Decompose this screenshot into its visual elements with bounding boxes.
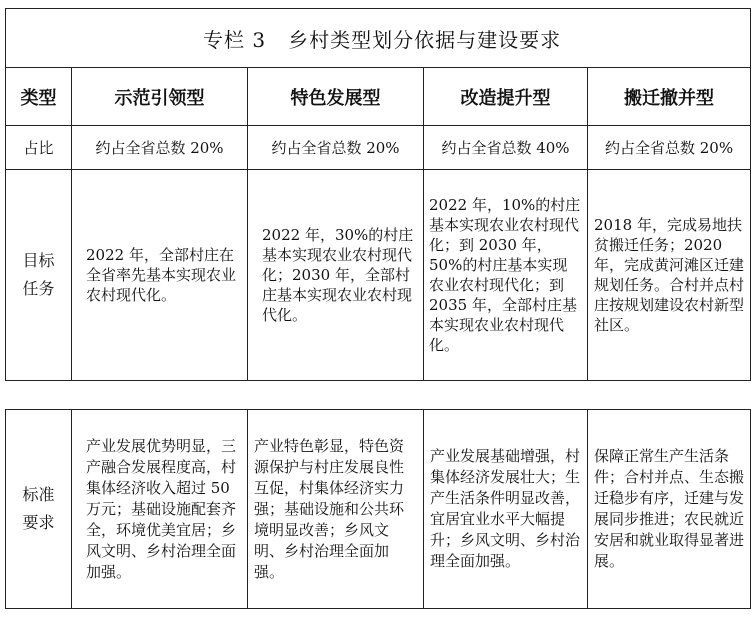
ratio-row: [6, 126, 751, 170]
target-label: [6, 170, 72, 381]
title-text: 乡村类型划分依据与建设要求: [288, 27, 562, 52]
table-lower: [5, 409, 751, 609]
header-type: 类型: [6, 68, 72, 126]
header-col-4: 搬迁撤并型: [588, 68, 751, 126]
target-label-line-1: 目标: [22, 251, 55, 270]
header-row: [6, 68, 751, 126]
standard-cell-3: 产业发展基础增强，村集体经济发展壮大；生产生活条件明显改善，宜居宜业水平大幅提升；乡风文明、乡村治理全面加强。: [424, 410, 588, 609]
standard-cell-4: 保障正常生产生活条件；合村并点、生态搬迁稳步有序，迁建与发展同步推进；农民就近安居和就业取得显著进展。: [588, 410, 751, 609]
target-cell-2: 2022 年，30%的村庄基本实现农业农村现代化；2030 年，全部村庄基本实现农业农村现代化。: [248, 170, 424, 381]
target-label-line-2: 任务: [22, 279, 55, 298]
target-cell-4: 2018 年，完成易地扶贫搬迁任务；2020 年，完成黄河滩区迁建规划任务。合村并点村庄按规划建设农村新型社区。: [588, 170, 751, 381]
table-upper: [5, 8, 751, 381]
target-cell-3: 2022 年，10%的村庄基本实现农业农村现代化；到 2030 年，50%的村庄基本实现农业农村现代化；到 2035 年，全部村庄基本实现农业农村现代化。: [424, 170, 588, 381]
standard-cell-1: 产业发展优势明显，三产融合发展程度高，村集体经济收入超过 50 万元；基础设施配套齐全，环境优美宜居；乡风文明、乡村治理全面加强。: [72, 410, 248, 609]
column-label: 专栏 3: [202, 27, 267, 52]
header-col-1: 示范引领型: [72, 68, 248, 126]
ratio-label: 占比: [6, 126, 72, 170]
ratio-cell-2: 约占全省总数 20%: [248, 126, 424, 170]
header-col-3: 改造提升型: [424, 68, 588, 126]
ratio-cell-3: 约占全省总数 40%: [424, 126, 588, 170]
table-title: [6, 9, 751, 68]
standard-label-line-2: 要求: [22, 513, 55, 532]
target-row: [6, 170, 751, 381]
ratio-cell-4: 约占全省总数 20%: [588, 126, 751, 170]
header-col-2: 特色发展型: [248, 68, 424, 126]
standard-row: [6, 410, 751, 609]
standard-label: [6, 410, 72, 609]
target-cell-1: 2022 年，全部村庄在全省率先基本实现农业农村现代化。: [72, 170, 248, 381]
ratio-cell-1: 约占全省总数 20%: [72, 126, 248, 170]
standard-label-line-1: 标准: [22, 485, 55, 504]
standard-cell-2: 产业特色彰显，特色资源保护与村庄发展良性互促，村集体经济实力强；基础设施和公共环境明显改善；乡风文明、乡村治理全面加强。: [248, 410, 424, 609]
